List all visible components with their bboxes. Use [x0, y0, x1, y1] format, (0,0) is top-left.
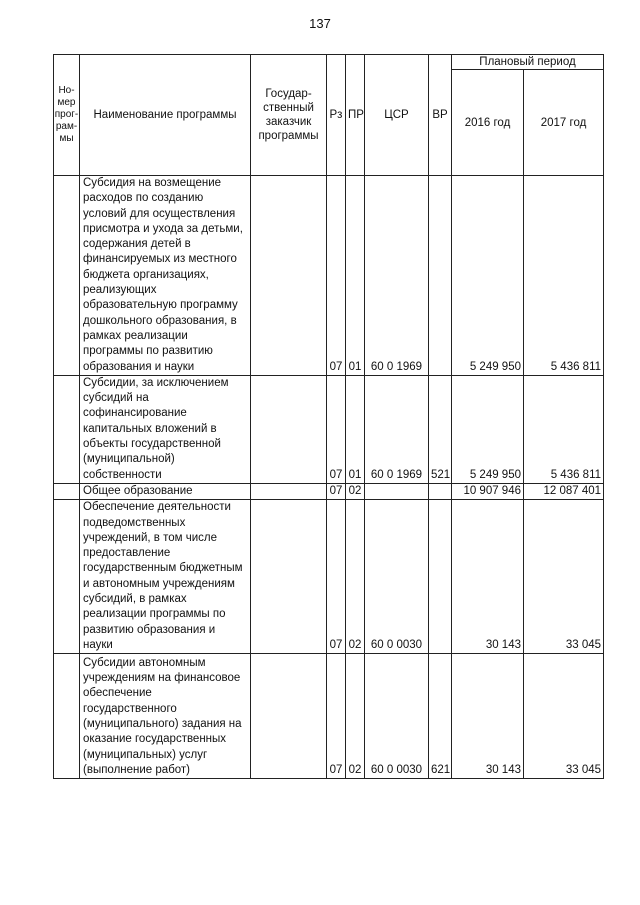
cell-rz: 07 — [327, 654, 346, 779]
cell-2017: 33 045 — [524, 654, 604, 779]
cell-name: Обеспечение деятельности подведомственных учреждений, в том числе предоставление государственным бюджетным и автономным учреждениям субсидий, в рамках реализации программы по развитию образования и науки — [80, 500, 251, 654]
table-row — [54, 176, 604, 376]
header-pr: ПР — [346, 55, 365, 176]
cell-2016: 5 249 950 — [452, 375, 524, 483]
cell-number — [54, 500, 80, 654]
cell-name: Субсидии, за исключением субсидий на софинансирование капитальных вложений в объекты государственной (муниципальной) собственности — [80, 375, 251, 483]
cell-2016: 10 907 946 — [452, 483, 524, 499]
cell-csr: 60 0 1969 — [365, 375, 429, 483]
header-program-name: Наименование программы — [80, 55, 251, 176]
cell-rz: 07 — [327, 500, 346, 654]
cell-vr: 621 — [429, 654, 452, 779]
cell-number — [54, 176, 80, 376]
cell-name: Субсидия на возмещение расходов по созданию условий для осуществления присмотра и ухода за детьми, содержания детей в финансируемых из местного бюджета организациях, реализующих образовательную программу дошкольного образования, в рамках реализации программы по развитию образования и науки — [80, 176, 251, 376]
cell-number — [54, 375, 80, 483]
table-row — [54, 654, 604, 779]
cell-2016: 5 249 950 — [452, 176, 524, 376]
header-csr: ЦСР — [365, 55, 429, 176]
cell-number — [54, 483, 80, 499]
cell-vr — [429, 500, 452, 654]
cell-customer — [251, 176, 327, 376]
table-row — [54, 375, 604, 483]
cell-csr: 60 0 0030 — [365, 500, 429, 654]
cell-rz: 07 — [327, 375, 346, 483]
cell-customer — [251, 375, 327, 483]
header-program-number: Но-мер прог-рам-мы — [54, 55, 80, 176]
cell-2017: 12 087 401 — [524, 483, 604, 499]
header-year-2016: 2016 год — [452, 70, 524, 176]
header-year-2017: 2017 год — [524, 70, 604, 176]
cell-2017: 33 045 — [524, 500, 604, 654]
cell-pr: 01 — [346, 375, 365, 483]
cell-rz: 07 — [327, 176, 346, 376]
table-row — [54, 500, 604, 654]
cell-2017: 5 436 811 — [524, 176, 604, 376]
header-planned-period: Плановый период — [452, 55, 604, 70]
cell-vr — [429, 176, 452, 376]
cell-name: Субсидии автономным учреждениям на финансовое обеспечение государственного (муниципального) задания на оказание государственных (муниципальных) услуг (выполнение работ) — [80, 654, 251, 779]
cell-2017: 5 436 811 — [524, 375, 604, 483]
table-row — [54, 483, 604, 499]
cell-customer — [251, 654, 327, 779]
cell-name: Общее образование — [80, 483, 251, 499]
budget-table — [53, 54, 604, 779]
header-rz: Рз — [327, 55, 346, 176]
cell-pr: 01 — [346, 176, 365, 376]
cell-csr: 60 0 1969 — [365, 176, 429, 376]
cell-customer — [251, 483, 327, 499]
cell-2016: 30 143 — [452, 654, 524, 779]
page-number: 137 — [309, 16, 331, 31]
header-customer: Государ-ственный заказчик программы — [251, 55, 327, 176]
cell-number — [54, 654, 80, 779]
cell-csr: 60 0 0030 — [365, 654, 429, 779]
cell-customer — [251, 500, 327, 654]
cell-pr: 02 — [346, 500, 365, 654]
header-vr: ВР — [429, 55, 452, 176]
cell-pr: 02 — [346, 483, 365, 499]
cell-csr — [365, 483, 429, 499]
cell-vr — [429, 483, 452, 499]
cell-pr: 02 — [346, 654, 365, 779]
cell-2016: 30 143 — [452, 500, 524, 654]
cell-vr: 521 — [429, 375, 452, 483]
cell-rz: 07 — [327, 483, 346, 499]
